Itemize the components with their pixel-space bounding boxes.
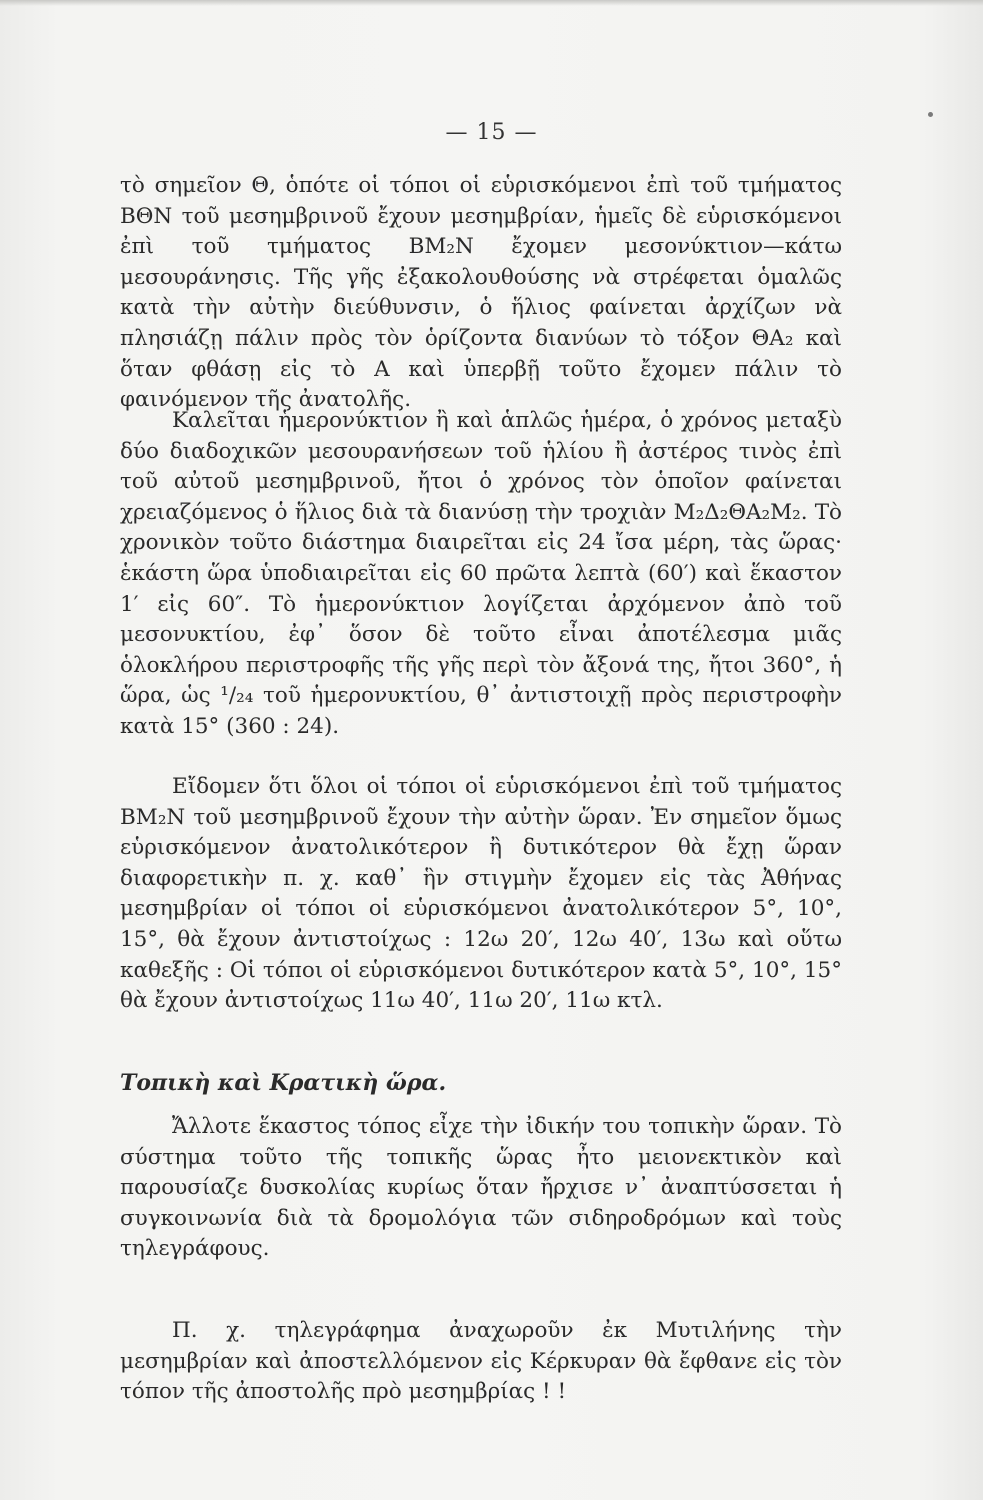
page-top-edge — [0, 0, 983, 6]
paragraph-5-text: Π. χ. τηλεγράφημα ἀναχωροῦν ἐκ Μυτιλήνης τὴν μεσημβρίαν καὶ ἀποστελλόμενον εἰς Κέρκυραν θὰ ἔφθανε εἰς τὸν τόπον τῆς ἀποστολῆς πρὸ μεσημβρίας ! ! — [120, 1318, 842, 1405]
paragraph-4-text: Ἄλλοτε ἕκαστος τόπος εἶχε τὴν ἰδικήν του τοπικὴν ὥραν. Τὸ σύστημα τοῦτο τῆς τοπικῆς ὥρας ἦτο μειονεκτικὸν καὶ παρουσίαζε δυσκολίας κυρίως ὅταν ἤρχισε ν᾿ ἀναπτύσσεται ἡ συγκοινωνία διὰ τὰ δρομολόγια τῶν σιδηροδρόμων καὶ τοὺς τηλεγράφους. — [120, 1114, 842, 1262]
paragraph-2 — [120, 406, 842, 743]
paragraph-2-text: Καλεῖται ἡμερονύκτιον ἢ καὶ ἁπλῶς ἡμέρα, ὁ χρόνος μεταξὺ δύο διαδοχικῶν μεσουρανήσεων τοῦ ἡλίου ἢ ἀστέρος τινὸς ἐπὶ τοῦ αὐτοῦ μεσημβρινοῦ, ἤτοι ὁ χρόνος τὸν ὁποῖον φαίνεται χρειαζόμενος ὁ ἥλιος διὰ τὰ διανύσῃ τὴν τροχιὰν Μ₂Δ₂ΘΑ₂Μ₂. Τὸ χρονικὸν τοῦτο διάστημα διαιρεῖται εἰς 24 ἴσα μέρη, τὰς ὥρας· ἑκάστη ὥρα ὑποδιαιρεῖται εἰς 60 πρῶτα λεπτὰ (60′) καὶ ἕκαστον 1′ εἰς 60″. Τὸ ἡμερονύκτιον λογίζεται ἀρχόμενον ἀπὸ τοῦ μεσονυκτίου, ἐφ᾿ ὅσον δὲ τοῦτο εἶναι ἀποτέλεσμα μιᾶς ὁλοκλήρου περιστροφῆς τῆς γῆς περὶ τὸν ἄξονά της, ἤτοι 360°, ἡ ὥρα, ὡς ¹/₂₄ τοῦ ἡμερονυκτίου, θ᾿ ἀντιστοιχῇ πρὸς περιστροφὴν κατὰ 15° (360 : 24). — [120, 408, 842, 739]
section-heading: Τοπικὴ καὶ Κρατικὴ ὥρα. — [120, 1070, 447, 1096]
paragraph-1 — [120, 171, 842, 416]
paragraph-3 — [120, 772, 842, 1017]
page-number: — 15 — — [445, 120, 538, 145]
paragraph-1-text: τὸ σημεῖον Θ, ὁπότε οἱ τόποι οἱ εὑρισκόμενοι ἐπὶ τοῦ τμήματος ΒΘΝ τοῦ μεσημβρινοῦ ἔχουν μεσημβρίαν, ἡμεῖς δὲ εὑρισκόμενοι ἐπὶ τοῦ τμήματος ΒΜ₂Ν ἔχομεν μεσονύκτιον—κάτω μεσουράνησις. Τῆς γῆς ἐξακολουθούσης νὰ στρέφεται ὁμαλῶς κατὰ τὴν αὐτὴν διεύθυνσιν, ὁ ἥλιος φαίνεται ἀρχίζων νὰ πλησιάζῃ πάλιν πρὸς τὸν ὁρίζοντα διανύων τὸ τόξον ΘΑ₂ καὶ ὅταν φθάσῃ εἰς τὸ Α καὶ ὑπερβῇ τοῦτο ἔχομεν πάλιν τὸ φαινόμενον τῆς ἀνατολῆς. — [120, 173, 842, 413]
paragraph-3-text: Εἴδομεν ὅτι ὅλοι οἱ τόποι οἱ εὑρισκόμενοι ἐπὶ τοῦ τμήματος ΒΜ₂Ν τοῦ μεσημβρινοῦ ἔχουν τὴν αὐτὴν ὥραν. Ἐν σημεῖον ὅμως εὑρισκόμενον ἀνατολικότερον ἢ δυτικότερον θὰ ἔχῃ ὥραν διαφορετικὴν π. χ. καθ᾿ ἣν στιγμὴν ἔχομεν εἰς τὰς Ἀθήνας μεσημβρίαν οἱ τόποι οἱ εὑρισκόμενοι ἀνατολικότερον 5°, 10°, 15°, θὰ ἔχουν ἀντιστοίχως : 12ω 20′, 12ω 40′, 13ω καὶ οὕτω καθεξῆς : Οἱ τόποι οἱ εὑρισκόμενοι δυτικότερον κατὰ 5°, 10°, 15° θὰ ἔχουν ἀντιστοίχως 11ω 40′, 11ω 20′, 11ω κτλ. — [120, 774, 842, 1014]
ink-dot — [928, 112, 933, 117]
paragraph-5 — [120, 1316, 842, 1408]
paragraph-4 — [120, 1112, 842, 1265]
